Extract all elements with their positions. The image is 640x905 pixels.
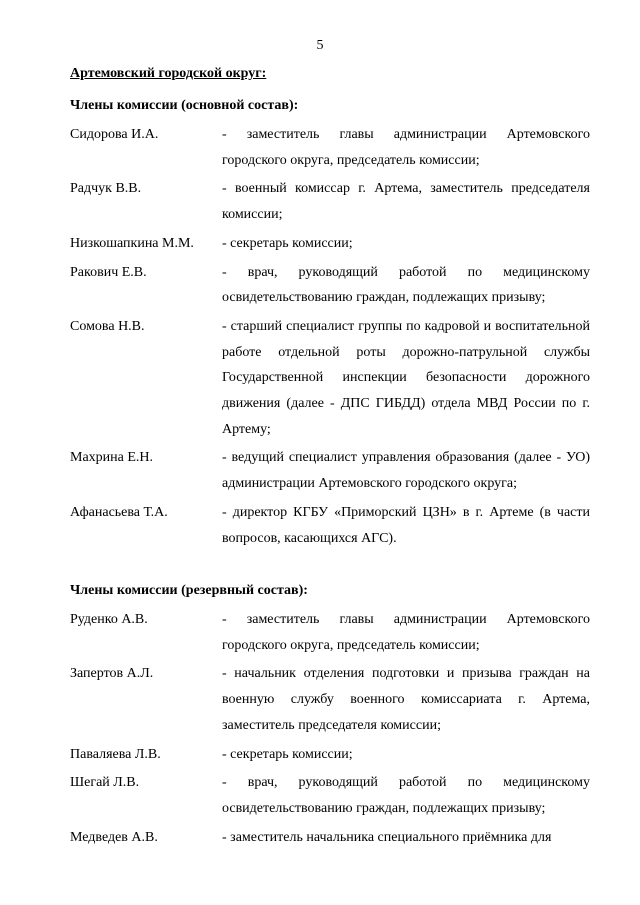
member-role: - врач, руководящий работой по медицинскому освидетельствованию граждан, подлежащих призыву; [222, 775, 590, 816]
member-name: Низкошапкина М.М. [70, 235, 194, 251]
member-row [70, 314, 590, 443]
member-role: - директор КГБУ «Приморский ЦЗН» в г. Артеме (в части вопросов, касающихся АГС). [222, 504, 590, 546]
member-role: - заместитель главы администрации Артемовского городского округа, председатель комиссии; [222, 612, 590, 653]
main-members-list [70, 122, 590, 551]
member-row [70, 742, 590, 768]
member-role: - заместитель главы администрации Артемовского городского округа, председатель комиссии; [222, 127, 590, 168]
member-row [70, 770, 590, 821]
member-role: - начальник отделения подготовки и призыва граждан на военную службу военного комиссариата г. Артема, заместитель председателя комиссии; [222, 666, 590, 733]
member-name: Шегай Л.В. [70, 775, 140, 791]
member-name: Паваляева Л.В. [70, 746, 161, 762]
main-composition-heading: Члены комиссии (основной состав): [70, 98, 299, 113]
member-name: Запертов А.Л. [70, 666, 154, 682]
member-name: Руденко А.В. [70, 612, 148, 627]
member-name: Радчук В.В. [70, 181, 142, 197]
member-role: - заместитель начальника специального приёмника для [222, 829, 552, 845]
member-row [70, 176, 590, 227]
member-name: Ракович Е.В. [70, 264, 147, 280]
member-row [70, 661, 590, 738]
reserve-composition-heading: Члены комиссии (резервный состав): [70, 583, 308, 598]
member-name: Сидорова И.А. [70, 127, 159, 142]
page-number: 5 [316, 38, 324, 53]
member-row [70, 445, 590, 496]
member-row [70, 122, 590, 173]
member-role: - врач, руководящий работой по медицинскому освидетельствованию граждан, подлежащих призыву; [222, 264, 590, 306]
member-row [70, 607, 590, 658]
member-name: Махрина Е.Н. [70, 450, 154, 466]
district-heading: Артемовский городской округ: [70, 66, 267, 81]
reserve-members-list [70, 607, 590, 850]
member-role: - военный комиссар г. Артема, заместитель председателя комиссии; [222, 181, 590, 223]
member-name: Афанасьева Т.А. [70, 504, 168, 520]
member-name: Медведев А.В. [70, 829, 158, 845]
member-row [70, 260, 590, 311]
member-row [70, 231, 590, 257]
member-role: - секретарь комиссии; [222, 746, 353, 762]
member-row [70, 825, 590, 851]
member-role: - старший специалист группы по кадровой и воспитательной работе отдельной роты дорожно-патрульной службы Государственной инспекции безопасности дорожного движения (далее - ДПС ГИБДД) отдела МВД России по г. Артему; [222, 318, 590, 437]
member-role: - секретарь комиссии; [222, 235, 353, 251]
member-row [70, 500, 590, 551]
member-role: - ведущий специалист управления образования (далее - УО) администрации Артемовского городского округа; [222, 450, 590, 492]
member-name: Сомова Н.В. [70, 318, 145, 334]
